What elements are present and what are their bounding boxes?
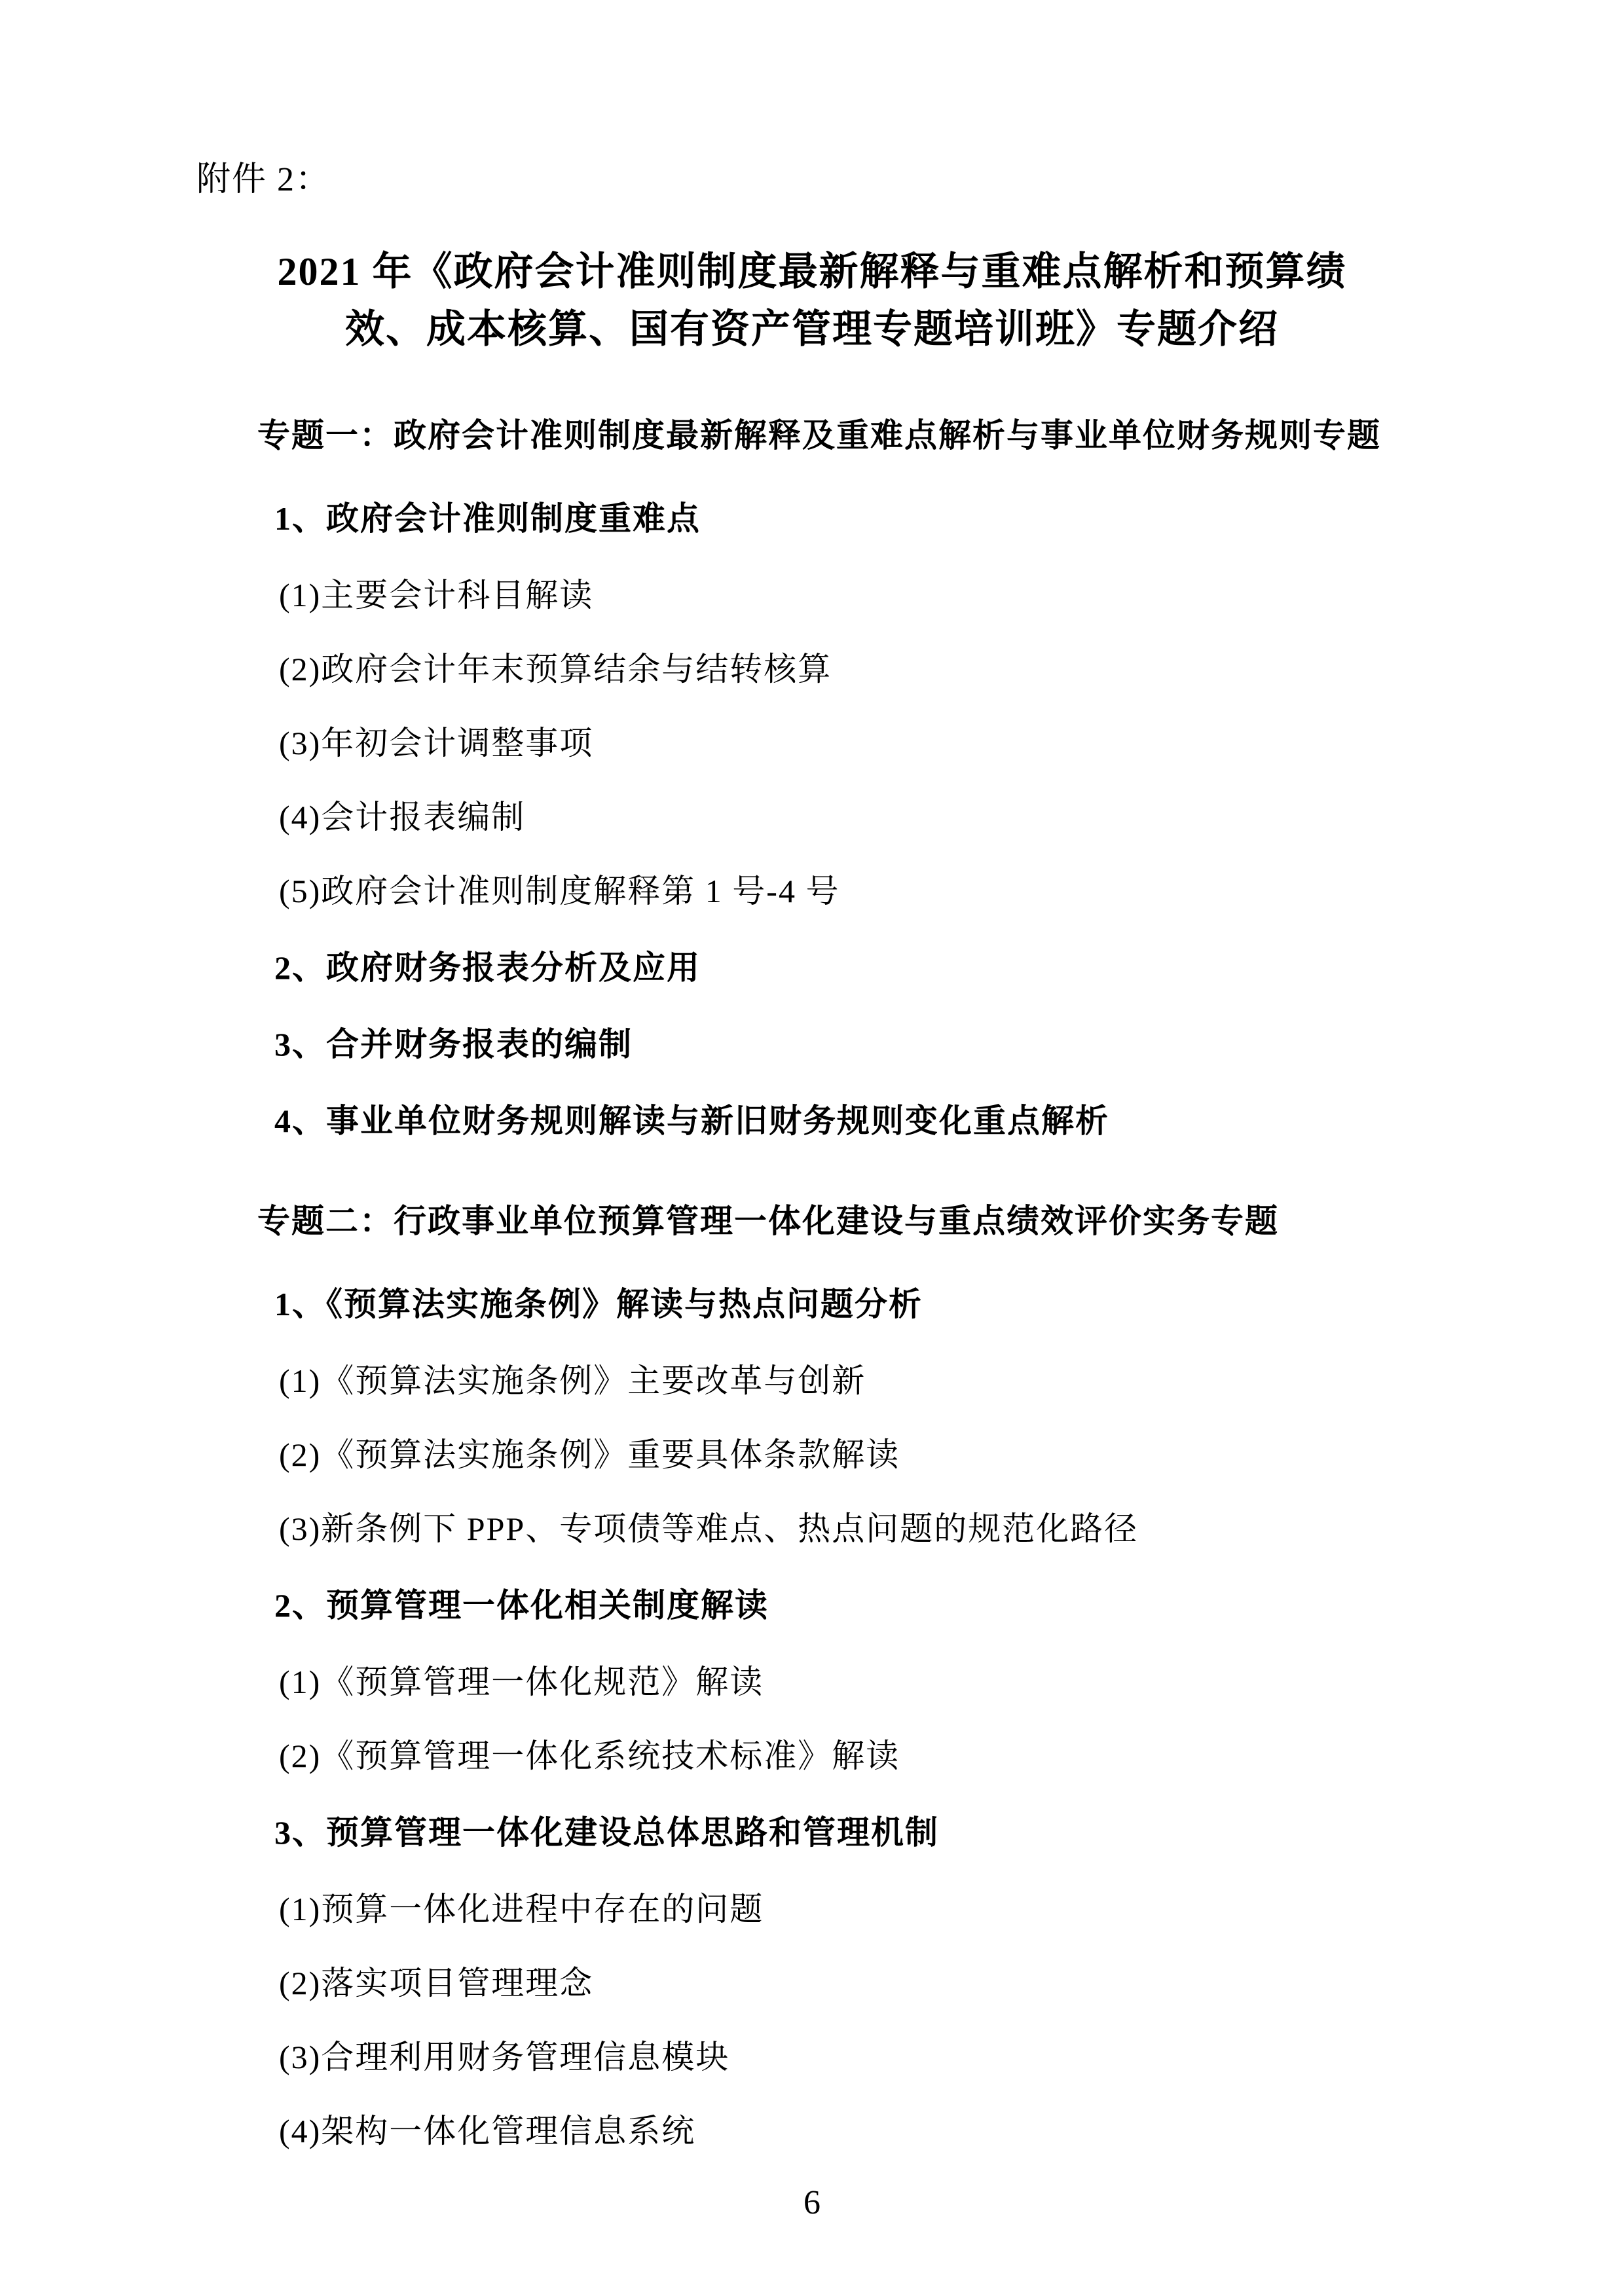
section-heading: 专题一：政府会计准则制度最新解释及重难点解析与事业单位财务规则专题 (257, 417, 1381, 454)
topic-item: 2、预算管理一体化相关制度解读 (274, 1587, 769, 1624)
topic-subitem: (3)新条例下 PPP、专项债等难点、热点问题的规范化路径 (279, 1510, 1139, 1547)
topic-subitem: (1)《预算管理一体化规范》解读 (279, 1664, 764, 1700)
topic-item: 4、事业单位财务规则解读与新旧财务规则变化重点解析 (274, 1102, 1109, 1139)
topic-subitem: (2)落实项目管理理念 (279, 1965, 594, 2001)
topic-subitem: (1)预算一体化进程中存在的问题 (279, 1891, 764, 1927)
topic-subitem: (4)架构一体化管理信息系统 (279, 2113, 696, 2149)
topic-subitem: (2)政府会计年末预算结余与结转核算 (279, 651, 832, 687)
topic-subitem: (2)《预算法实施条例》重要具体条款解读 (279, 1436, 900, 1473)
topic-subitem: (3)年初会计调整事项 (279, 725, 594, 761)
attachment-label: 附件 2： (196, 161, 331, 198)
topic-subitem: (3)合理利用财务管理信息模块 (279, 2039, 730, 2075)
document-title-line2: 效、成本核算、国有资产管理专题培训班》专题介绍 (345, 308, 1279, 351)
page-number: 6 (803, 2184, 821, 2221)
topic-item: 1、《预算法实施条例》解读与热点问题分析 (274, 1286, 923, 1322)
topic-subitem: (5)政府会计准则制度解释第 1 号-4 号 (279, 873, 840, 909)
topic-subitem: (2)《预算管理一体化系统技术标准》解读 (279, 1738, 900, 1774)
topic-item: 2、政府财务报表分析及应用 (274, 949, 701, 986)
topic-subitem: (4)会计报表编制 (279, 799, 526, 835)
section-topic-2 (0, 1184, 1624, 2168)
topic-item: 3、预算管理一体化建设总体思路和管理机制 (274, 1814, 939, 1851)
document-title-line1: 2021 年《政府会计准则制度最新解释与重难点解析和预算绩 (277, 250, 1347, 293)
topic-subitem: (1)《预算法实施条例》主要改革与创新 (279, 1362, 866, 1399)
section-topic-1 (0, 399, 1624, 1158)
topic-subitem: (1)主要会计科目解读 (279, 577, 594, 613)
document-title (0, 243, 1624, 358)
topic-item: 1、政府会计准则制度重难点 (274, 500, 701, 537)
section-heading: 专题二：行政事业单位预算管理一体化建设与重点绩效评价实务专题 (257, 1203, 1279, 1239)
topic-item: 3、合并财务报表的编制 (274, 1026, 633, 1063)
